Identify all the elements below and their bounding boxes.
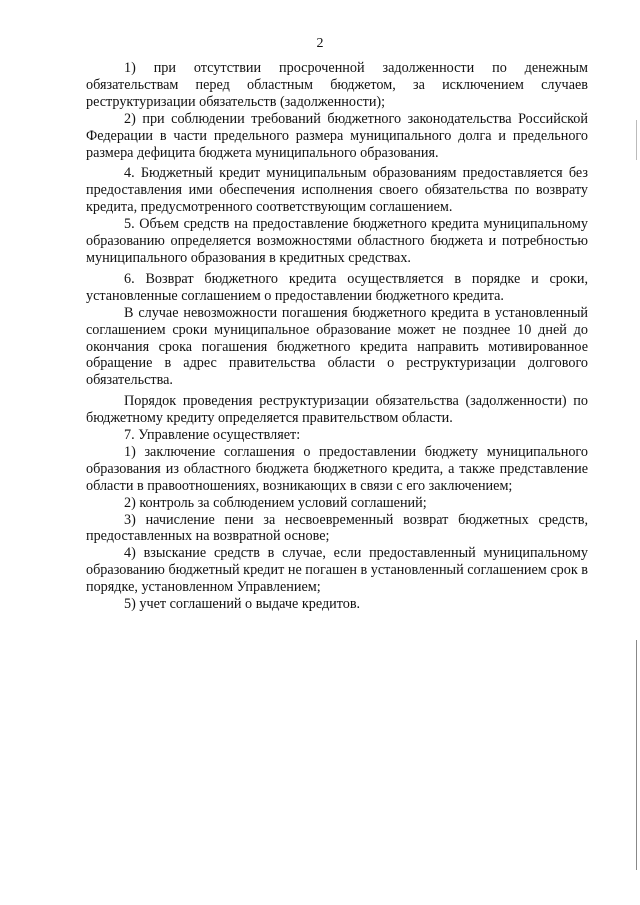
paragraph-section-6-repayment: 6. Возврат бюджетного кредита осуществляется в порядке и сроки, установленные соглашением о предоставлении бюджетного кредита. xyxy=(86,270,588,304)
paragraph-repayment-impossibility: В случае невозможности погашения бюджетного кредита в установленный соглашением сроки муниципальное образование может не позднее 10 дней до окончания срока погашения бюджетного кредита направить мотивированное обращение в адрес правительства области о реструктуризации долгового обязательства. xyxy=(86,304,588,389)
paragraph-section-7-heading: 7. Управление осуществляет: xyxy=(124,427,301,444)
paragraph-section-4-no-security: 4. Бюджетный кредит муниципальным образованиям предоставляется без предоставления ими обеспечения исполнения своего обязательства по возврату кредита, предусмотренного соответствующим соглашением. xyxy=(86,165,588,216)
paragraph-duty-4-recovery: 4) взыскание средств в случае, если предоставленный муниципальному образованию бюджетный кредит не погашен в установленный соглашением срок в порядке, установленном Управлением; xyxy=(86,545,588,596)
scan-edge-mark xyxy=(636,640,638,870)
paragraph-duty-2-control: 2) контроль за соблюдением условий соглашений; xyxy=(124,494,427,511)
paragraph-section-5-credit-volume: 5. Объем средств на предоставление бюджетного кредита муниципальному образованию определяется возможностями областного бюджета и потребностью муниципального образования в кредитных средствах. xyxy=(86,216,588,266)
paragraph-restructuring-procedure: Порядок проведения реструктуризации обязательства (задолженности) по бюджетному кредиту определяется правительством области. xyxy=(86,393,588,427)
scan-edge-mark-top xyxy=(636,120,637,160)
document-body xyxy=(86,60,588,613)
page-number: 2 xyxy=(316,36,324,51)
paragraph-duty-1-agreement: 1) заключение соглашения о предоставлении бюджету муниципального образования из областного бюджета бюджетного кредита, а также представление области в правоотношениях, возникающих в связи с его заключением; xyxy=(86,443,588,494)
paragraph-duty-3-penalties: 3) начисление пени за несвоевременный возврат бюджетных средств, предоставленных на возвратной основе; xyxy=(86,511,588,545)
paragraph-duty-5-accounting: 5) учет соглашений о выдаче кредитов. xyxy=(124,596,361,613)
paragraph-item-1-no-overdue-debt: 1) при отсутствии просроченной задолженности по денежным обязательствам перед областным бюджетом, за исключением случаев реструктуризации обязательств (задолженности); xyxy=(86,60,588,110)
paragraph-item-2-legislation-compliance: 2) при соблюдении требований бюджетного законодательства Российской Федерации в части предельного размера муниципального долга и предельного размера дефицита бюджета муниципального образования. xyxy=(86,110,588,161)
